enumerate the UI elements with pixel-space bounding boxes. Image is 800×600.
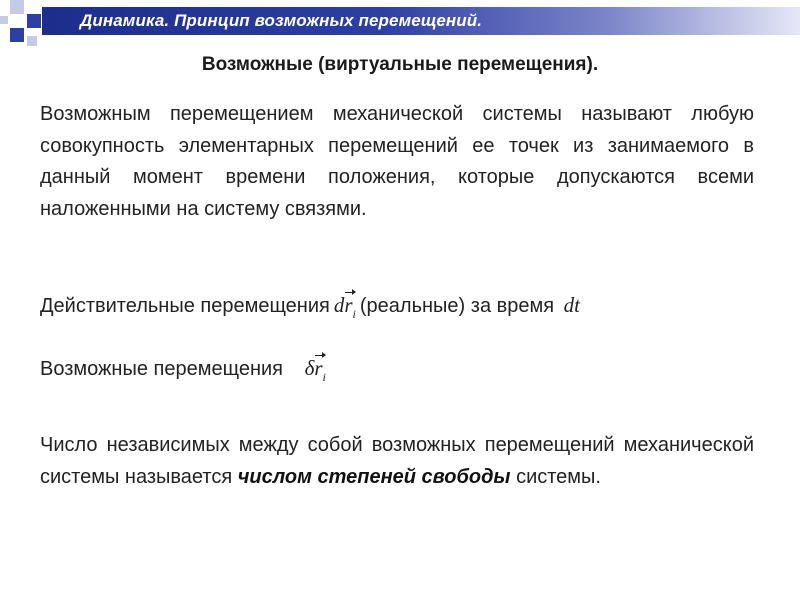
time-differential-formula: dt: [563, 293, 580, 317]
actual-displacement-label: Действительные перемещения: [40, 295, 330, 317]
virtual-displacement-line: [40, 353, 330, 394]
degrees-of-freedom-term: числом степеней свободы: [237, 465, 511, 488]
page-title: Динамика. Принцип возможных перемещений.: [80, 11, 483, 30]
definition-paragraph: Возможным перемещением механической системы называют любую совокупность элементарных перемещений ее точек из занимаемого в данный момент времени положения, которые допускаются всеми наложенными на систему связями.: [40, 103, 754, 220]
actual-displacement-line: [40, 290, 584, 331]
degrees-of-freedom-paragraph: Число независимых между собой возможных перемещений механической системы называется числом степеней свободы системы.: [40, 434, 754, 488]
actual-displacement-middle-text: (реальные) за время: [359, 295, 555, 317]
virtual-displacement-formula: $\delta r_i$: [305, 353, 326, 394]
virtual-displacement-label: Возможные перемещения: [40, 358, 284, 380]
section-subtitle: Возможные (виртуальные перемещения).: [201, 54, 599, 75]
actual-displacement-formula: $dr_i$: [334, 290, 356, 331]
